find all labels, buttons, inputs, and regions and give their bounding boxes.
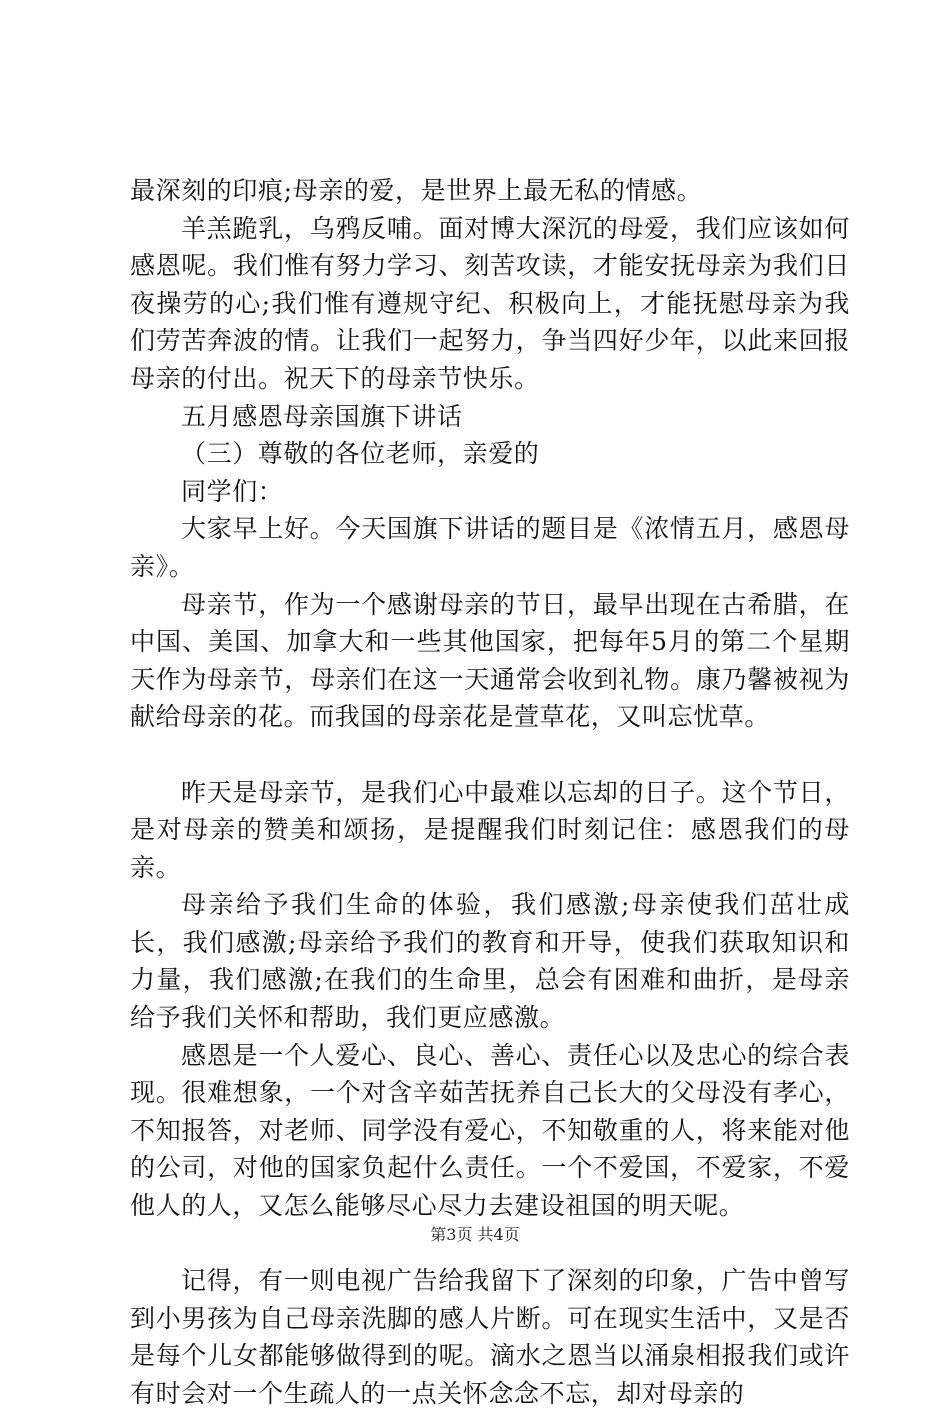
paragraph: （三）尊敬的各位老师，亲爱的 [181,439,540,469]
salutation: 同学们： [181,476,284,506]
paragraph: 最深刻的印痕;母亲的爱，是世界上最无私的情感。 [130,176,703,205]
paragraph: 母亲给予我们生命的体验，我们感激;母亲使我们茁壮成长，我们感激;母亲给予我们的教育和开导，使我们获取知识和力量，我们感激;在我们的生命里，总会有困难和曲折，是母亲给予我们关怀和帮助，我们更应感激。 [130,890,850,1033]
paragraph: 昨天是母亲节，是我们心中最难以忘却的日子。这个节日，是对母亲的赞美和颂扬，是提醒我们时刻记住：感恩我们的母亲。 [130,777,850,882]
paragraph: 记得，有一则电视广告给我留下了深刻的印象，广告中曾写到小男孩为自己母亲洗脚的感人片断。可在现实生活中，又是否是每个儿女都能够做得到的呢。滴水之恩当以涌泉相报我们或许有时会对一个生疏人的一点关怀念念不忘，却对母亲的 [130,1266,850,1408]
paragraph: 母亲节，作为一个感谢母亲的节日，最早出现在古希腊，在中国、美国、加拿大和一些其他国家，把每年5月的第二个星期天作为母亲节，母亲们在这一天通常会收到礼物。康乃馨被视为献给母亲的花。而我国的母亲花是萱草花，又叫忘忧草。 [130,589,850,732]
paragraph: 羊羔跪乳，乌鸦反哺。面对博大深沉的母爱，我们应该如何感恩呢。我们惟有努力学习、刻苦攻读，才能安抚母亲为我们日夜操劳的心;我们惟有遵规守纪、积极向上，才能抚慰母亲为我们劳苦奔波的情。让我们一起努力，争当四好少年，以此来回报母亲的付出。祝天下的母亲节快乐。 [130,213,850,393]
section-heading: 五月感恩母亲国旗下讲话 [181,401,463,431]
paragraph: 大家早上好。今天国旗下讲话的题目是《浓情五月，感恩母亲》。 [130,514,850,581]
paragraph: 感恩是一个人爱心、良心、善心、责任心以及忠心的综合表现。很难想象，一个对含辛茹苦抚养自己长大的父母没有孝心，不知报答，对老师、同学没有爱心，不知敬重的人，将来能对他的公司，对他的国家负起什么责任。一个不爱国，不爱家，不爱他人的人，又怎么能够尽心尽力去建设祖国的明天呢。 [130,1040,850,1221]
page-number-footer: 第3页 共4页 [430,1225,520,1244]
